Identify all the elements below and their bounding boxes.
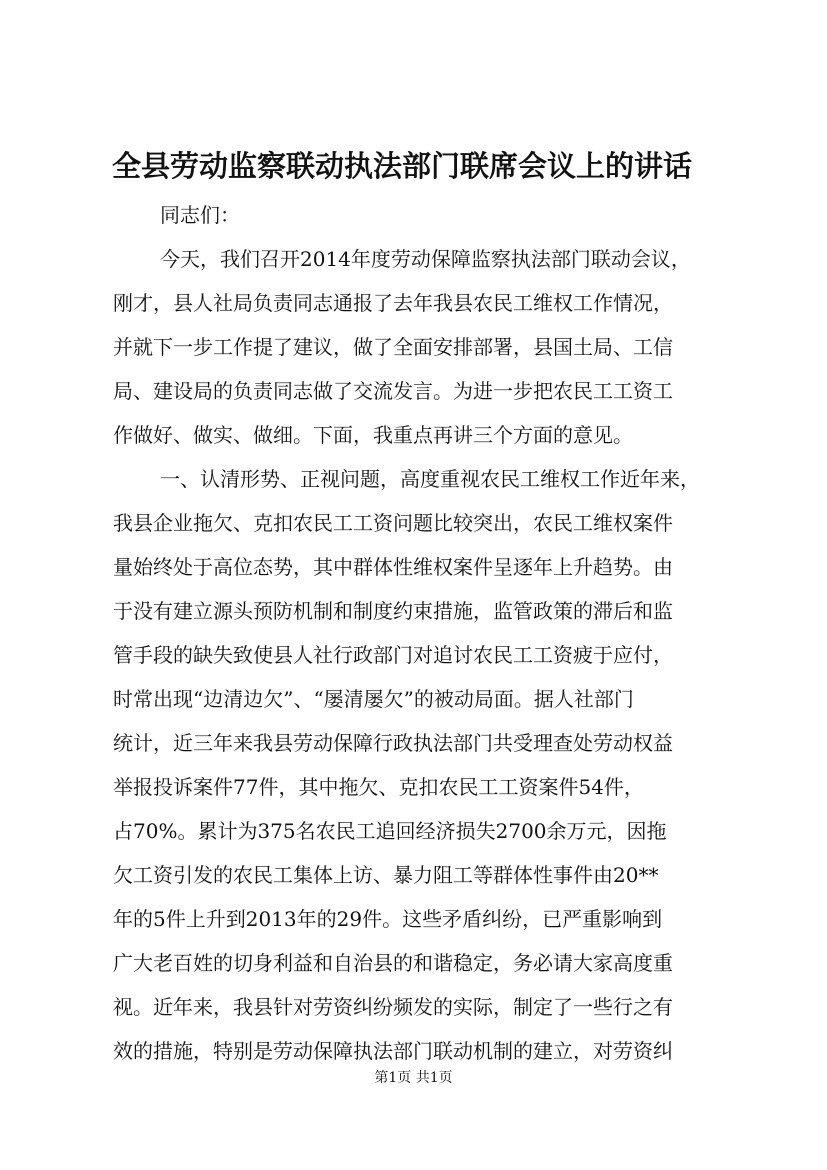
- salutation: 同志们：: [160, 203, 240, 227]
- body-line: 于没有建立源头预防机制和制度约束措施，监管政策的滞后和监: [113, 599, 673, 623]
- body-line: 一、认清形势、正视问题，高度重视农民工维权工作近年来，: [160, 467, 700, 491]
- body-line: 效的措施，特别是劳动保障执法部门联动机制的建立，对劳资纠: [113, 1039, 673, 1063]
- body-line: 局、建设局的负责同志做了交流发言。为进一步把农民工工资工: [113, 379, 673, 403]
- document-title: 全县劳动监察联动执法部门联席会议上的讲话: [112, 149, 693, 183]
- body-line: 管手段的缺失致使县人社行政部门对追讨农民工工资疲于应付，: [113, 643, 673, 667]
- body-line: 我县企业拖欠、克扣农民工工资问题比较突出，农民工维权案件: [113, 511, 673, 535]
- body-line: 年的5件上升到2013年的29件。这些矛盾纠纷，已严重影响到: [113, 907, 663, 931]
- body-line: 并就下一步工作提了建议，做了全面安排部署，县国土局、工信: [113, 335, 673, 359]
- body-line: 统计，近三年来我县劳动保障行政执法部门共受理查处劳动权益: [113, 731, 673, 755]
- body-line: 占70%。累计为375名农民工追回经济损失2700余万元，因拖: [113, 819, 667, 843]
- body-line: 广大老百姓的切身利益和自治县的和谐稳定，务必请大家高度重: [113, 951, 673, 975]
- body-line: 视。近年来，我县针对劳资纠纷频发的实际，制定了一些行之有: [113, 995, 673, 1019]
- body-line: 欠工资引发的农民工集体上访、暴力阻工等群体性事件由20**: [113, 863, 659, 887]
- body-line: 刚才，县人社局负责同志通报了去年我县农民工维权工作情况，: [113, 291, 673, 315]
- body-line: 举报投诉案件77件，其中拖欠、克扣农民工工资案件54件，: [113, 775, 644, 799]
- page-number-footer: 第1页 共1页: [374, 1070, 453, 1086]
- body-line: 今天，我们召开2014年度劳动保障监察执法部门联动会议，: [160, 247, 691, 271]
- body-line: 量始终处于高位态势，其中群体性维权案件呈逐年上升趋势。由: [113, 555, 673, 579]
- body-line: 时常出现“边清边欠”、“屡清屡欠”的被动局面。据人社部门: [113, 687, 634, 711]
- body-line: 作做好、做实、做细。下面，我重点再讲三个方面的意见。: [113, 423, 633, 447]
